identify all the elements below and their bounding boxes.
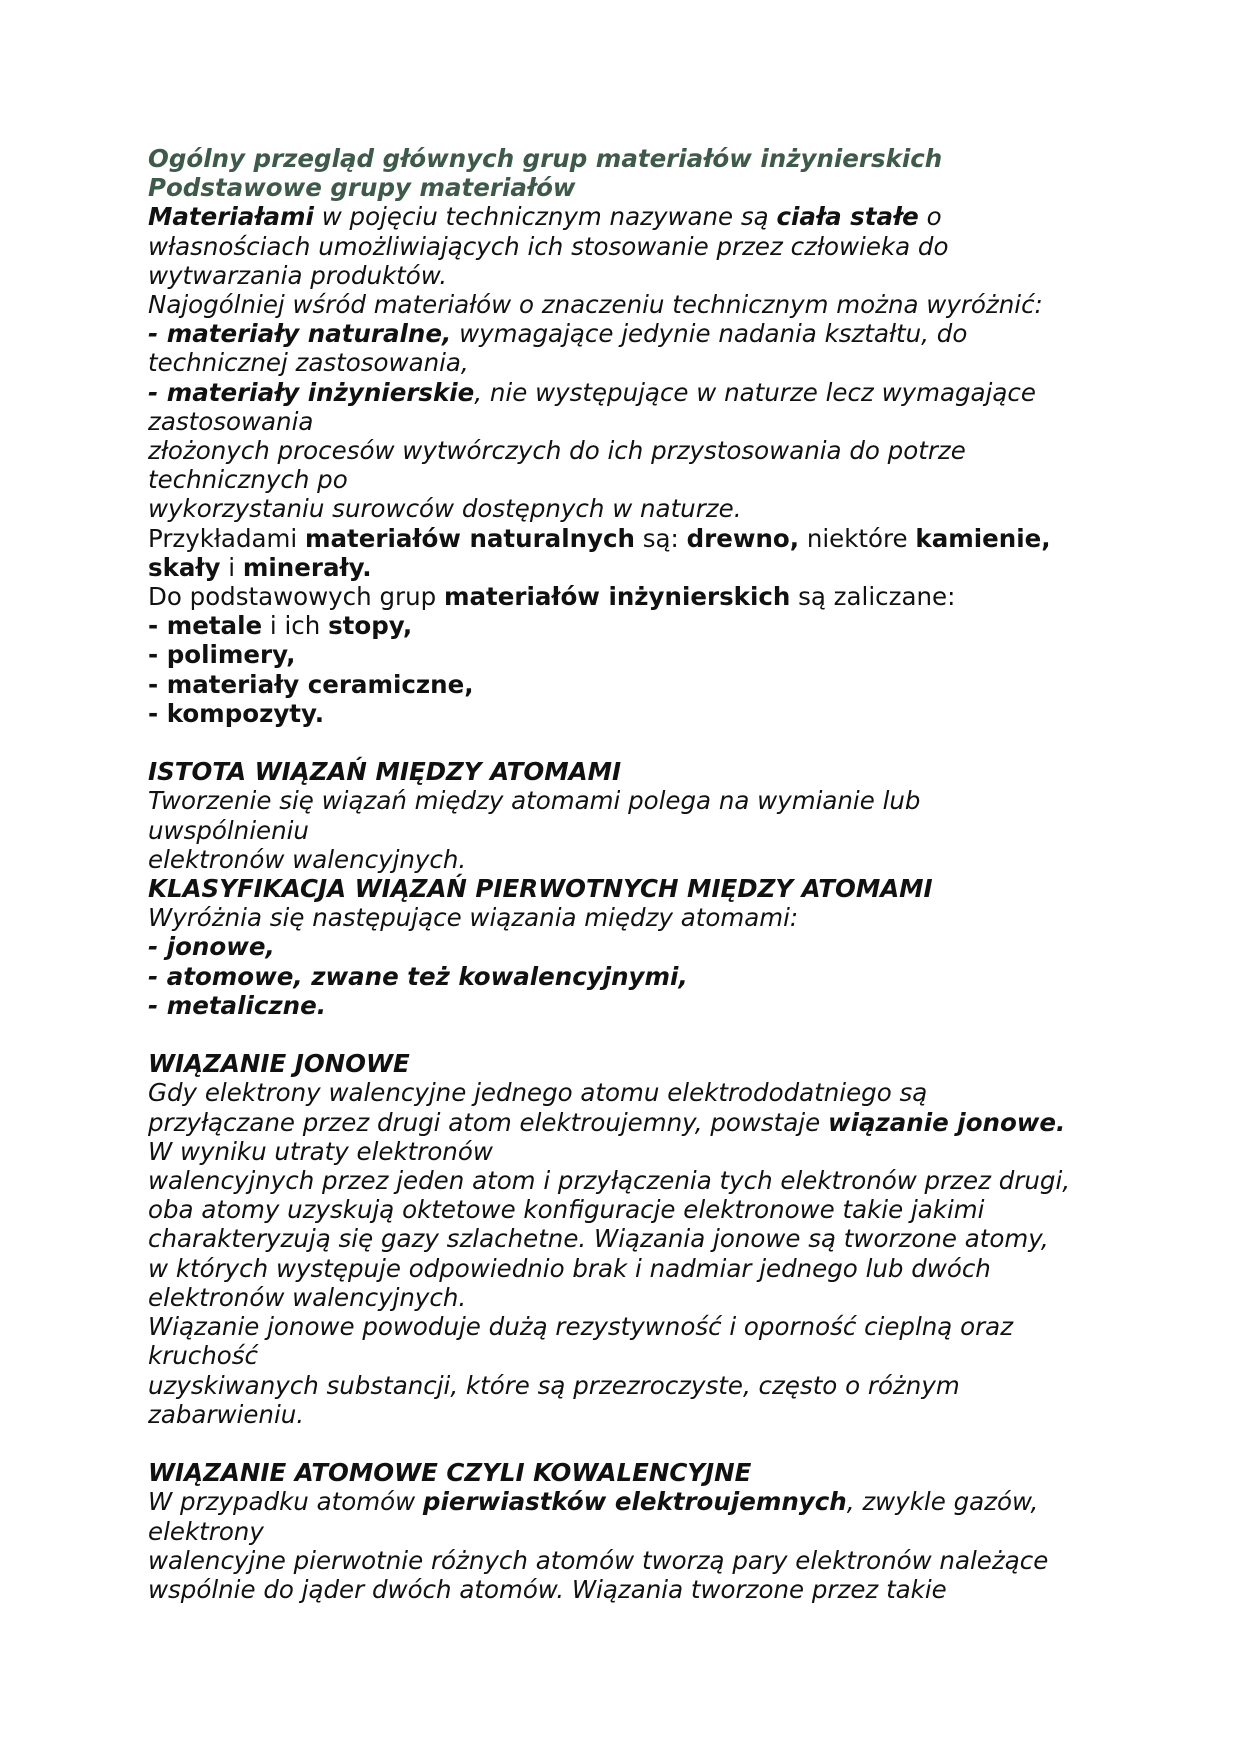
intro-line-5: - materiały naturalne, wymagające jedynie nadania kształtu, do — [148, 319, 968, 349]
intro-line-1: Materiałami w pojęciu technicznym nazywane są ciała stałe o — [148, 202, 942, 232]
list-item-ceramiczne: - materiały ceramiczne, — [148, 669, 474, 699]
jonowe-line-1: Gdy elektrony walencyjne jednego atomu elektrododatniego są — [148, 1078, 928, 1108]
term-wiazanie-jonowe: wiązanie jonowe. — [827, 1107, 1066, 1137]
istota-line-3: elektronów walencyjnych. — [148, 844, 467, 874]
jonowe-line-11: uzyskiwanych substancji, które są przezroczyste, często o różnym — [148, 1370, 960, 1400]
document-page — [148, 144, 1108, 1604]
jonowe-line-8: elektronów walencyjnych. — [148, 1282, 467, 1312]
list-item-atomowe: - atomowe, zwane też kowalencyjnymi, — [148, 961, 688, 991]
kowalencyjne-line-3: walencyjne pierwotnie różnych atomów tworzą pary elektronów należące — [148, 1545, 1049, 1575]
spacer — [148, 728, 1108, 757]
kowalencyjne-line-4: wspólnie do jąder dwóch atomów. Wiązania tworzone przez takie — [148, 1574, 947, 1604]
jonowe-line-9: Wiązanie jonowe powoduje dużą rezystywność i oporność cieplną oraz — [148, 1312, 1014, 1342]
jonowe-line-7: w których występuje odpowiednio brak i nadmiar jednego lub dwóch — [148, 1253, 991, 1283]
examples-line-2: skały i minerały. — [148, 552, 372, 582]
istota-line-2: uwspólnieniu — [148, 815, 309, 845]
list-item-metale: - metale i ich stopy, — [148, 611, 413, 641]
intro-line-2: własnościach umożliwiających ich stosowanie przez człowieka do — [148, 231, 949, 261]
term-materialy-naturalne: - materiały naturalne, — [148, 319, 452, 349]
intro-line-4: Najogólniej wśród materiałów o znaczeniu technicznym można wyróżnić: — [148, 290, 1043, 320]
document-subtitle: Podstawowe grupy materiałów — [148, 173, 576, 203]
list-item-jonowe: - jonowe, — [148, 932, 275, 962]
intro-line-7: - materiały inżynierskie, nie występujące w naturze lecz wymagające — [148, 377, 1036, 407]
intro-line-3: wytwarzania produktów. — [148, 260, 448, 290]
spacer — [148, 1020, 1108, 1049]
jonowe-line-6: charakteryzują się gazy szlachetne. Wiązania jonowe są tworzone atomy, — [148, 1224, 1049, 1254]
examples-line-1: Przykładami materiałów naturalnych są: drewno, niektóre kamienie, — [148, 523, 1051, 553]
jonowe-line-5: oba atomy uzyskują oktetowe konfiguracje elektronowe takie jakimi — [148, 1195, 985, 1225]
jonowe-line-4: walencyjnych przez jeden atom i przyłączenia tych elektronów przez drugi, — [148, 1166, 1071, 1196]
istota-line-1: Tworzenie się wiązań między atomami polega na wymianie lub — [148, 786, 921, 816]
jonowe-line-2: przyłączane przez drugi atom elektroujemny, powstaje wiązanie jonowe. — [148, 1107, 1066, 1137]
term-materialami: Materiałami — [148, 202, 314, 232]
intro-line-8: zastosowania — [148, 406, 314, 436]
intro-line-11: wykorzystaniu surowców dostępnych w naturze. — [148, 494, 742, 524]
section-heading-kowalencyjne: WIĄZANIE ATOMOWE CZYLI KOWALENCYJNE — [148, 1458, 752, 1488]
kowalencyjne-line-1: W przypadku atomów pierwiastków elektroujemnych, zwykle gazów, — [148, 1487, 1039, 1517]
examples-line-3: Do podstawowych grup materiałów inżynierskich są zaliczane: — [148, 582, 956, 612]
jonowe-line-3: W wyniku utraty elektronów — [148, 1136, 493, 1166]
list-item-metaliczne: - metaliczne. — [148, 990, 327, 1020]
intro-line-10: technicznych po — [148, 465, 348, 495]
section-heading-istota: ISTOTA WIĄZAŃ MIĘDZY ATOMAMI — [148, 757, 622, 787]
jonowe-line-12: zabarwieniu. — [148, 1399, 305, 1429]
section-heading-klasyfikacja: KLASYFIKACJA WIĄZAŃ PIERWOTNYCH MIĘDZY ATOMAMI — [148, 874, 933, 904]
term-ciala-stale: ciała stałe — [776, 202, 919, 232]
document-title: Ogólny przegląd głównych grup materiałów inżynierskich — [148, 144, 943, 173]
spacer — [148, 1429, 1108, 1458]
intro-line-6: technicznej zastosowania, — [148, 348, 469, 378]
list-item-kompozyty: - kompozyty. — [148, 698, 325, 728]
term-materialy-inzynierskie: - materiały inżynierskie — [148, 377, 475, 407]
klasyfikacja-line-1: Wyróżnia się następujące wiązania między atomami: — [148, 903, 799, 933]
kowalencyjne-line-2: elektrony — [148, 1516, 264, 1546]
term-pierwiastki-elektroujemne: pierwiastków elektroujemnych — [422, 1487, 847, 1517]
list-item-polimery: - polimery, — [148, 640, 296, 670]
intro-line-9: złożonych procesów wytwórczych do ich przystosowania do potrze — [148, 436, 966, 466]
jonowe-line-10: kruchość — [148, 1341, 259, 1371]
section-heading-jonowe: WIĄZANIE JONOWE — [148, 1049, 410, 1079]
